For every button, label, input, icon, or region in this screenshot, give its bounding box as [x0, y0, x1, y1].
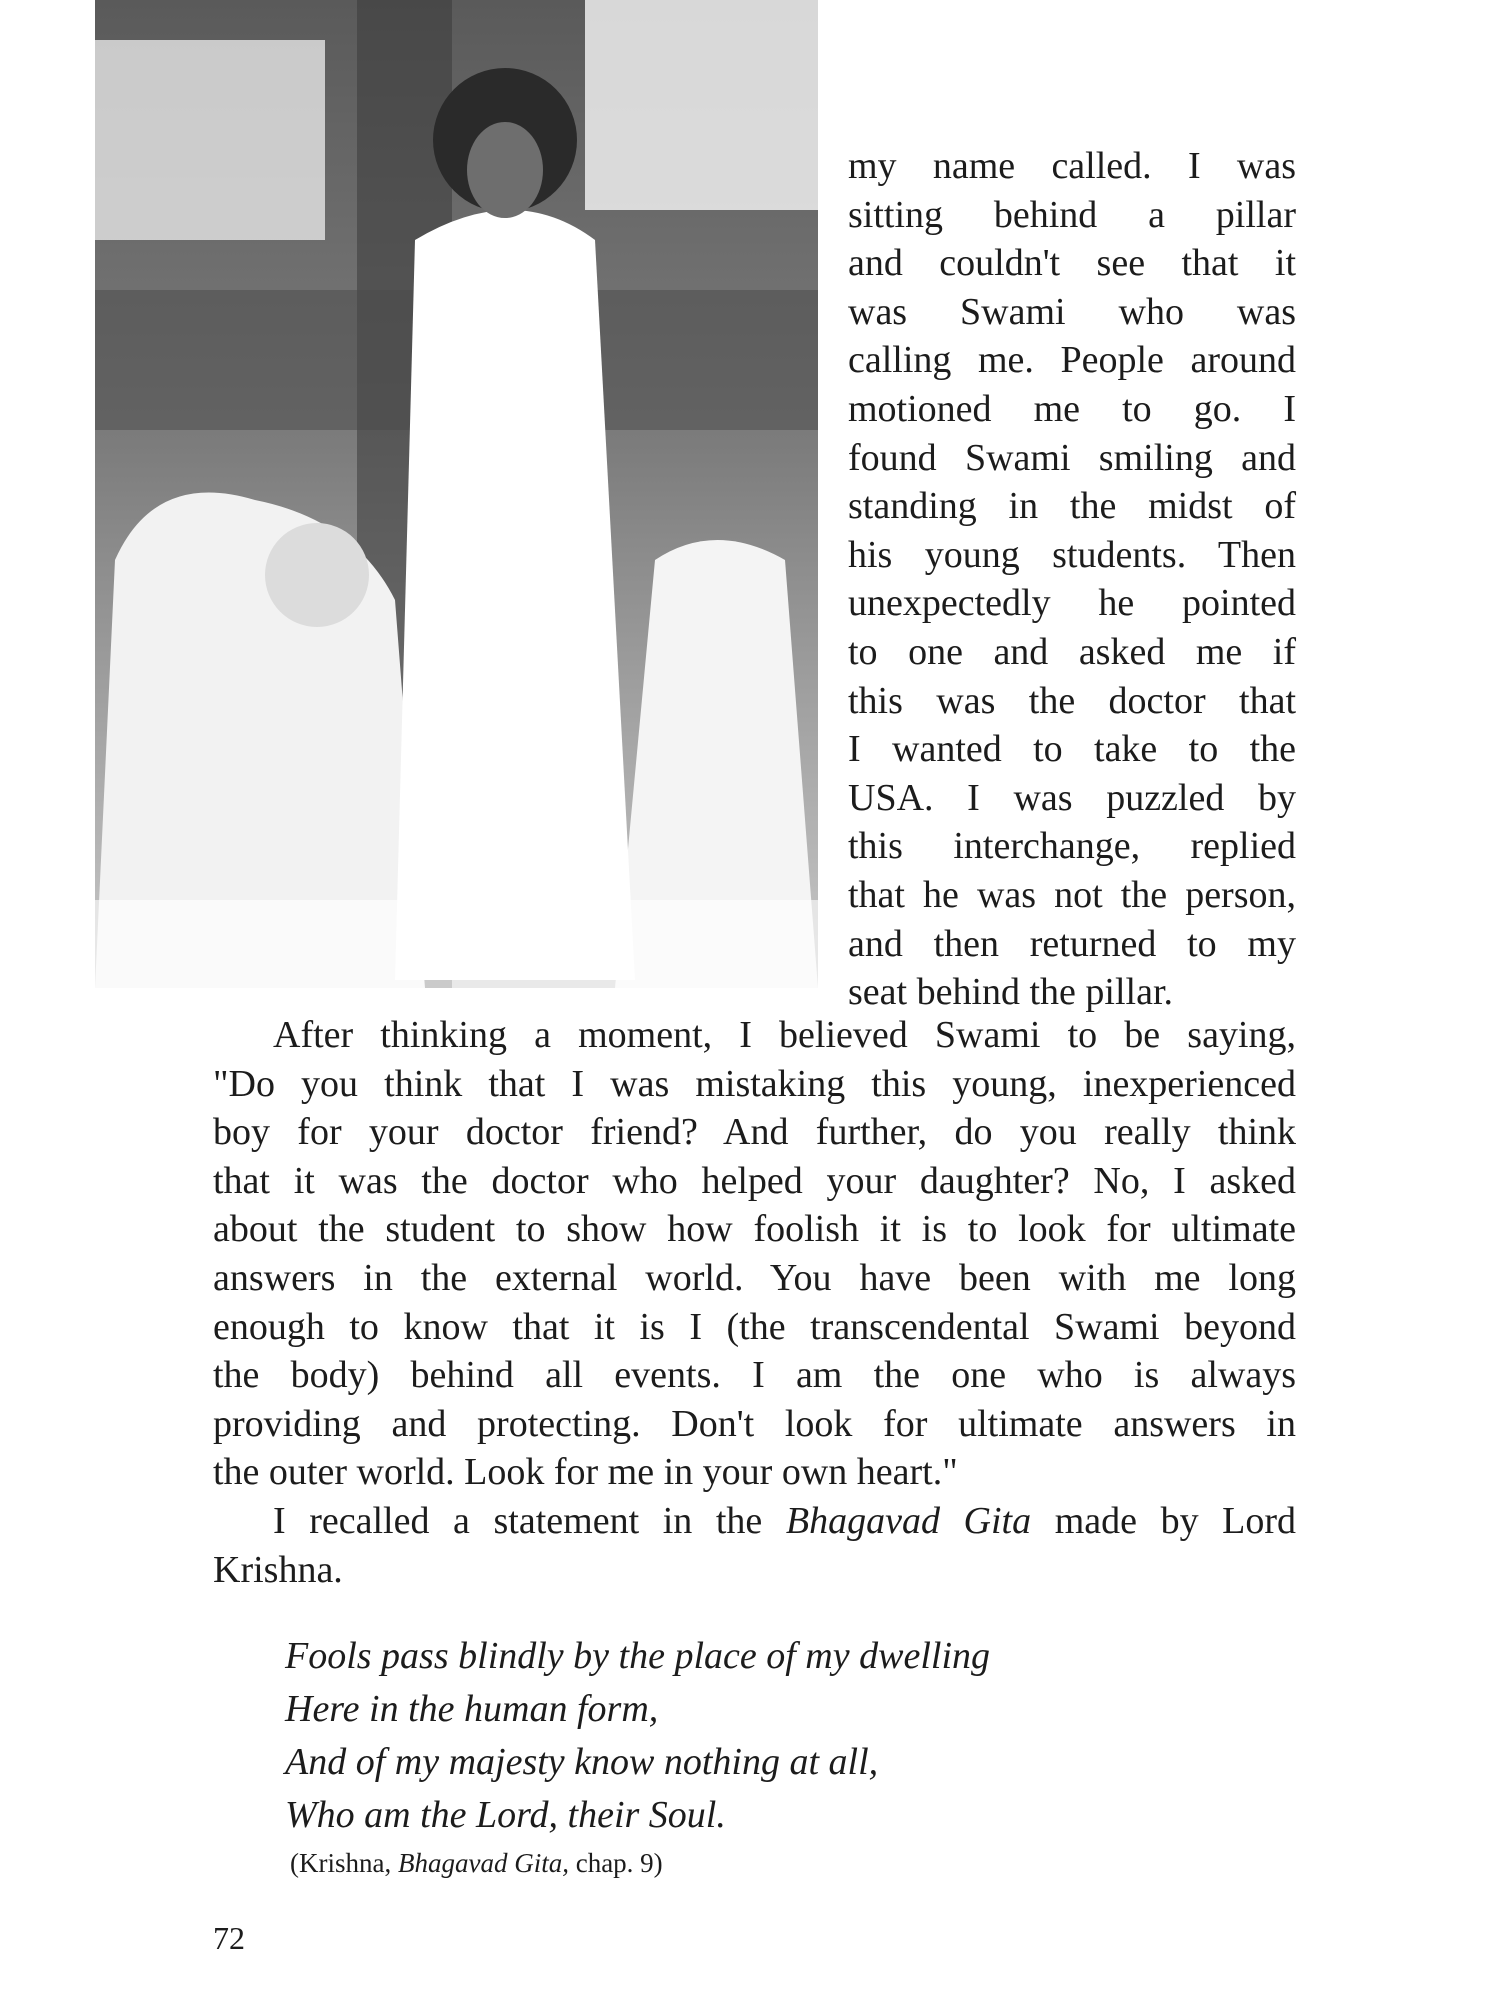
- photograph-icon: [95, 0, 818, 988]
- text-line: USA. I was puzzled by: [848, 776, 1296, 819]
- side-column-text: [848, 142, 1296, 1017]
- verse-line: Who am the Lord, their Soul.: [285, 1794, 726, 1836]
- text-line: standing in the midst of: [848, 485, 1296, 528]
- text-line: Krishna.: [213, 1548, 343, 1591]
- paragraph-first-line: [213, 1497, 1296, 1546]
- text-line: this interchange, replied: [848, 825, 1296, 868]
- text-line: calling me. People around: [848, 339, 1296, 382]
- text-line: I wanted to take to the: [848, 728, 1296, 771]
- text-line: this was the doctor that: [848, 679, 1296, 722]
- text-line: enough to know that it is I (the transcendental Swami beyond: [213, 1305, 1296, 1348]
- text-line: sitting behind a pillar: [848, 193, 1296, 236]
- text-line: the outer world. Look for me in your own heart.": [213, 1451, 958, 1494]
- text-line: providing and protecting. Don't look for ultimate answers in: [213, 1402, 1296, 1445]
- text-line: boy for your doctor friend? And further, do you really think: [213, 1111, 1296, 1154]
- citation-close: chap. 9): [568, 1848, 663, 1878]
- paragraph-first-line: After thinking a moment, I believed Swami to be saying,: [273, 1014, 1296, 1056]
- text-line: seat behind the pillar.: [848, 971, 1174, 1014]
- text-line: that he was not the person,: [848, 873, 1296, 916]
- book-title: Bhagavad Gita: [785, 1499, 1032, 1542]
- page-number: 72: [213, 1920, 245, 1956]
- text-line: unexpectedly he pointed: [848, 582, 1296, 625]
- body-text: [213, 1011, 1296, 1594]
- text-line: was Swami who was: [848, 290, 1296, 333]
- text-run: made by Lord: [1031, 1499, 1297, 1542]
- text-line: his young students. Then: [848, 533, 1296, 576]
- verse-line: And of my majesty know nothing at all,: [285, 1741, 879, 1783]
- citation: [290, 1848, 663, 1879]
- text-line: motioned me to go. I: [848, 387, 1296, 430]
- text-line: and then returned to my: [848, 922, 1296, 965]
- citation-open: (Krishna,: [290, 1848, 398, 1878]
- text-line: to one and asked me if: [848, 630, 1296, 673]
- photograph: [95, 0, 818, 988]
- text-line: found Swami smiling and: [848, 436, 1296, 479]
- text-line: the body) behind all events. I am the one who is always: [213, 1354, 1296, 1397]
- verse-line: Fools pass blindly by the place of my dwelling: [285, 1635, 991, 1677]
- text-line: my name called. I was: [848, 145, 1296, 187]
- text-line: that it was the doctor who helped your daughter? No, I asked: [213, 1159, 1296, 1202]
- citation-title: Bhagavad Gita,: [397, 1848, 569, 1878]
- text-line: "Do you think that I was mistaking this young, inexperienced: [213, 1062, 1296, 1105]
- text-run: I recalled a statement in the: [273, 1499, 786, 1542]
- text-line: and couldn't see that it: [848, 242, 1296, 285]
- verse-line: Here in the human form,: [285, 1688, 659, 1730]
- verse-quote: [285, 1630, 990, 1842]
- text-line: about the student to show how foolish it is to look for ultimate: [213, 1208, 1296, 1251]
- text-line: answers in the external world. You have been with me long: [213, 1256, 1296, 1299]
